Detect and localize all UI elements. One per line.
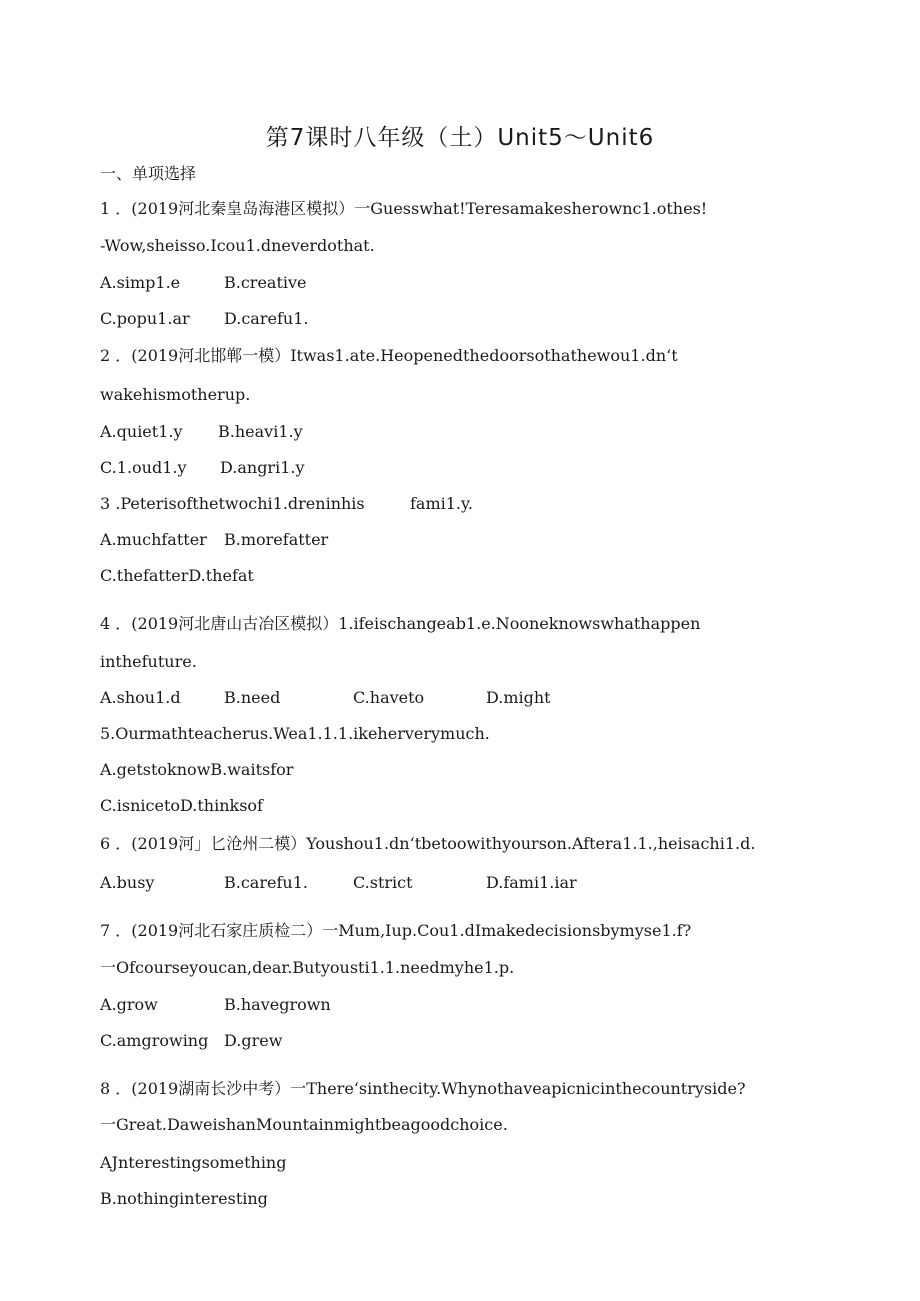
option-a[interactable]: A.shou1.d xyxy=(100,688,181,707)
question-1-stem-continued: -Wow,sheisso.Icou1.dneverdothat. xyxy=(100,236,375,255)
question-7-stem-continued: 一Ofcourseyoucan,dear.Butyousti1.1.needmyhe1.p. xyxy=(100,958,515,977)
option-a[interactable]: A.quiet1.y xyxy=(100,422,183,441)
option-c[interactable]: C.haveto xyxy=(353,688,425,707)
question-3-options-row-2[interactable]: C.thefatterD.thefat xyxy=(100,566,254,585)
option-a[interactable]: A.muchfatter xyxy=(100,530,207,549)
option-c[interactable]: C.strict xyxy=(353,873,413,892)
question-3-stem-tail: fami1.y. xyxy=(410,494,474,513)
option-b[interactable]: B.heavi1.y xyxy=(218,422,303,441)
question-4-stem-continued: inthefuture. xyxy=(100,652,197,671)
option-c[interactable]: C.amgrowing xyxy=(100,1031,209,1050)
option-b[interactable]: B.carefu1. xyxy=(224,873,308,892)
option-b[interactable]: B.creative xyxy=(224,273,307,292)
question-5-options-row-1[interactable]: A.getstoknowB.waitsfor xyxy=(100,760,294,779)
option-d[interactable]: D.carefu1. xyxy=(224,309,309,328)
question-2-stem: 2 ．(2019河北邯郸一模）Itwas1.ate.Heopenedthedoorsothathewou1.dn‘t xyxy=(100,346,678,365)
option-d[interactable]: D.might xyxy=(486,688,551,707)
option-a[interactable]: A.grow xyxy=(100,995,158,1014)
question-7-stem: 7 ．(2019河北石家庄质检二）一Mum,Iup.Cou1.dImakedecisionsbymyse1.f? xyxy=(100,921,692,940)
option-d[interactable]: D.fami1.iar xyxy=(486,873,577,892)
option-d[interactable]: D.grew xyxy=(224,1031,283,1050)
option-a[interactable]: A.busy xyxy=(100,873,155,892)
question-2-stem-continued: wakehismotherup. xyxy=(100,385,251,404)
option-a[interactable]: A.simp1.e xyxy=(100,273,181,292)
option-c[interactable]: C.1.oud1.y xyxy=(100,458,187,477)
question-6-stem: 6 ．(2019河」匕沧州二模）Youshou1.dn‘tbetoowithyourson.Aftera1.1.,heisachi1.d. xyxy=(100,834,756,853)
question-8-option-b[interactable]: B.nothinginteresting xyxy=(100,1189,268,1208)
question-3-stem-main: 3 .Peterisofthetwochi1.dreninhis xyxy=(100,494,365,513)
question-5-stem: 5.Ourmathteacherus.Wea1.1.1.ikeherverymuch. xyxy=(100,724,490,743)
option-d[interactable]: D.angri1.y xyxy=(220,458,305,477)
option-b[interactable]: B.havegrown xyxy=(224,995,331,1014)
question-8-stem: 8 ．(2019湖南长沙中考）一There‘sinthecity.Whynothaveapicnicinthecountryside? xyxy=(100,1079,746,1098)
question-5-options-row-2[interactable]: C.isnicetoD.thinksof xyxy=(100,796,263,815)
option-b[interactable]: B.morefatter xyxy=(224,530,329,549)
section-heading: 一、单项选择 xyxy=(100,164,197,183)
question-8-option-a[interactable]: AJnterestingsomething xyxy=(100,1153,287,1172)
question-4-stem: 4 ．(2019河北唐山古冶区模拟）1.ifeischangeab1.e.Nooneknowswhathappen xyxy=(100,614,701,633)
page-title: 第7课时八年级（土）Unit5～Unit6 xyxy=(265,125,655,151)
question-8-stem-continued: 一Great.DaweishanMountainmightbeagoodchoice. xyxy=(100,1115,508,1134)
option-b[interactable]: B.need xyxy=(224,688,281,707)
question-1-stem: 1 ．(2019河北秦皇岛海港区模拟）一Guesswhat!Teresamakesherownc1.othes! xyxy=(100,199,708,218)
option-c[interactable]: C.popu1.ar xyxy=(100,309,190,328)
